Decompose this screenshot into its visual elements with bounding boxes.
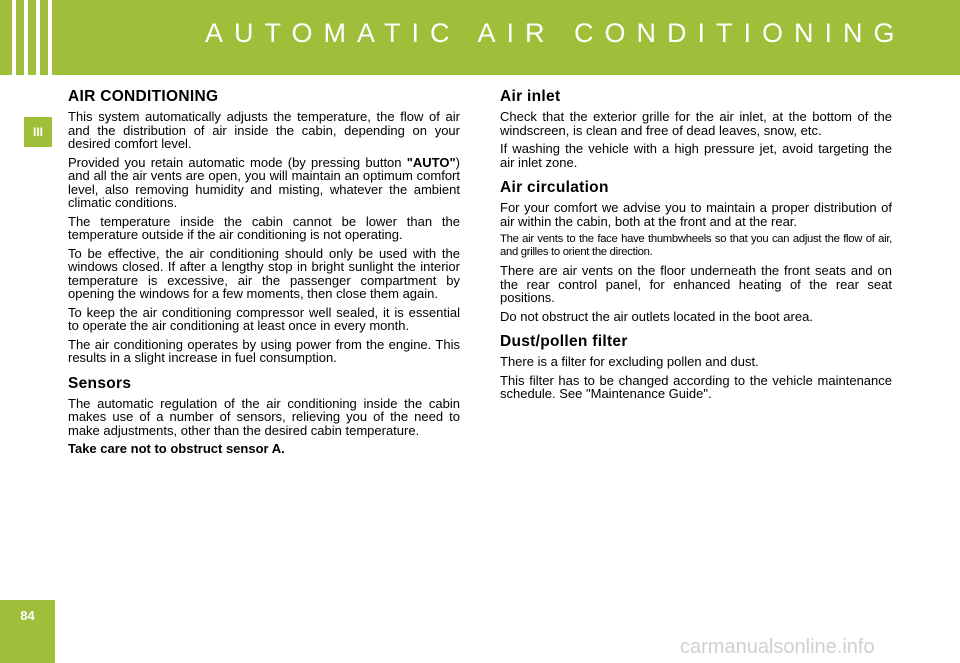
auto-button-label: "AUTO" bbox=[406, 154, 456, 170]
left-column bbox=[68, 88, 460, 461]
section-dust-filter bbox=[500, 333, 892, 401]
paragraph: The temperature inside the cabin cannot be lower than the temperature outside if the air conditioning is not operating. bbox=[68, 213, 460, 242]
page-number: 84 bbox=[20, 608, 35, 623]
section-heading: Sensors bbox=[68, 374, 132, 392]
section-heading: Air inlet bbox=[500, 88, 561, 105]
header-bar bbox=[0, 0, 960, 75]
header-stripe bbox=[12, 0, 16, 75]
paragraph: For your comfort we advise you to maintain a proper distribution of air within the cabin, both at the front and at the rear. bbox=[500, 200, 892, 229]
section-sensors bbox=[68, 375, 460, 456]
header-stripe bbox=[24, 0, 28, 75]
section-heading: AIR CONDITIONING bbox=[68, 88, 219, 105]
paragraph: The air conditioning operates by using power from the engine. This results in a slight increase in fuel consumption. bbox=[68, 336, 460, 365]
header-stripe bbox=[48, 0, 52, 75]
paragraph: Check that the exterior grille for the air inlet, at the bottom of the windscreen, is clean and free of dead leaves, snow, etc. bbox=[500, 109, 892, 138]
paragraph bbox=[68, 156, 460, 210]
header-stripe bbox=[36, 0, 40, 75]
warning-text: Take care not to obstruct sensor A. bbox=[68, 441, 285, 456]
paragraph: Do not obstruct the air outlets located in the boot area. bbox=[500, 308, 813, 324]
paragraph: The automatic regulation of the air conditioning inside the cabin makes use of a number of sensors, relieving you of the need to make adjustments, other than the desired cabin temperature. bbox=[68, 395, 460, 438]
paragraph: This system automatically adjusts the temperature, the flow of air and the distribution of air inside the cabin, depending on your desired comfort level. bbox=[68, 109, 460, 151]
section-heading: Air circulation bbox=[500, 179, 609, 196]
section-air-conditioning bbox=[68, 88, 460, 365]
paragraph: There are air vents on the floor underneath the front seats and on the rear control panel, for enhanced heating of the rear seat positions. bbox=[500, 263, 892, 305]
paragraph: If washing the vehicle with a high pressure jet, avoid targeting the air inlet zone. bbox=[500, 141, 892, 170]
page-number-tab bbox=[0, 600, 55, 663]
page-title: AUTOMATIC AIR CONDITIONING bbox=[205, 18, 906, 48]
paragraph: The air vents to the face have thumbwheels so that you can adjust the flow of air, and grilles to orient the direction. bbox=[500, 233, 892, 258]
paragraph: This filter has to be changed according to the vehicle maintenance schedule. See "Maintenance Guide". bbox=[500, 372, 892, 401]
paragraph: To keep the air conditioning compressor well sealed, it is essential to operate the air conditioning at least once in every month. bbox=[68, 304, 460, 333]
paragraph-text: Provided you retain automatic mode (by pressing button bbox=[68, 154, 407, 170]
watermark: carmanualsonline.info bbox=[680, 636, 875, 658]
side-band bbox=[0, 75, 55, 663]
section-air-inlet bbox=[500, 88, 892, 169]
paragraph: To be effective, the air conditioning should only be used with the windows closed. If after a lengthy stop in bright sunlight the interior temperature is excessive, air the passenger compartment by opening the windows for a few moments, then close them again. bbox=[68, 245, 460, 301]
right-column bbox=[500, 88, 892, 406]
paragraph-text: ) and all the air vents are open, you will maintain an optimum comfort level, also removing humidity and misting, whatever the ambient climatic conditions. bbox=[68, 154, 460, 210]
chapter-tab: III bbox=[24, 117, 52, 147]
section-heading: Dust/pollen filter bbox=[500, 333, 628, 350]
paragraph: There is a filter for excluding pollen and dust. bbox=[500, 354, 759, 369]
section-air-circulation bbox=[500, 179, 892, 323]
